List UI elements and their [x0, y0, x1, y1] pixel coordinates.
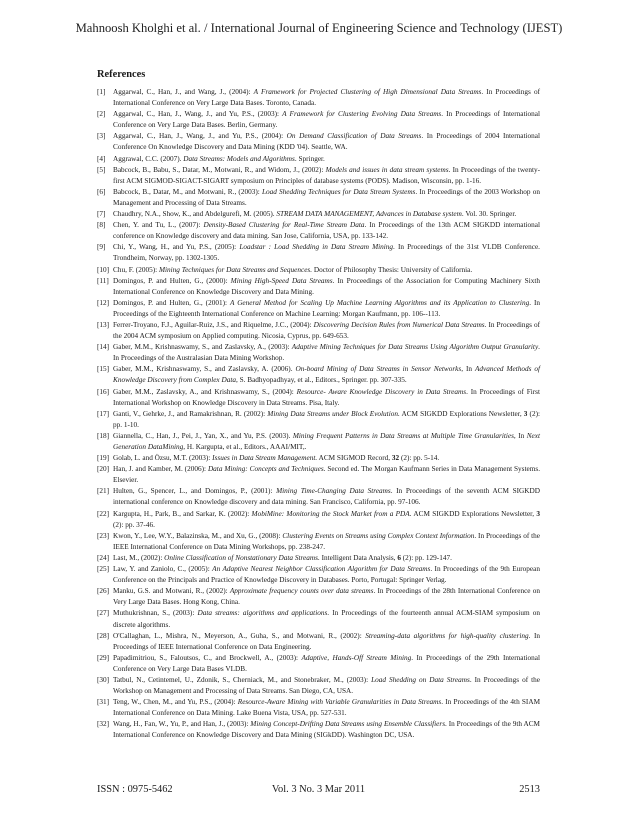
reference-authors: Chaudhry, N.A., Show, K., and Abdelgurefi, M. (2005). [113, 210, 277, 219]
reference-entry [97, 675, 540, 697]
reference-entry [97, 109, 540, 131]
reference-venue: . In Proceedings of the 28th International Conference on Very Large Data Bases. Hong Kong, China. [113, 587, 540, 607]
reference-authors: Tatbul, N., Cetintemel, U., Zdonik, S., Cherniack, M., and Stonebraker, M., (2003): [113, 675, 372, 684]
reference-volume: 6 [397, 553, 401, 562]
reference-title: Discovering Decision Rules from Numerical Data Streams [313, 320, 485, 329]
reference-entry [97, 553, 540, 564]
reference-number: [28] [97, 631, 110, 640]
reference-venue: . In Proceedings of the 13th ACM SIGKDD international conference on Knowledge discovery and data mining. San Jose, California, USA, pp. 133-142. [113, 221, 540, 241]
reference-title: Adaptive, Hands-Off Stream Mining [301, 653, 412, 662]
reference-entry [97, 431, 540, 453]
reference-venue: . In Proceedings of the seventh ACM SIGKDD international conference on Knowledge discovery and data mining. San Francisco, California, pp. 97-106. [113, 487, 540, 507]
section-title: References [97, 69, 146, 80]
reference-authors: Aggarwal, C., Han, J., Wang, J., and Yu, P.S., (2004): [113, 132, 287, 141]
reference-authors: Chen, Y. and Tu, L., (2007): [113, 221, 204, 230]
reference-number: [20] [97, 465, 110, 474]
reference-pages: (2): pp. 1-10. [113, 409, 540, 429]
reference-title: Mining Techniques for Data Streams and Sequences. [158, 265, 313, 274]
reference-title: An Adaptive Nearest Neighbor Classification Algorithm for Data Streams [212, 565, 431, 574]
reference-title: MobiMine: Monitoring the Stock Market from a PDA. [251, 509, 412, 518]
reference-authors: Gaber, M.M., Krishnaswamy, S., and Zaslavsky, A., (2003): [113, 343, 292, 352]
reference-number: [8] [97, 221, 106, 230]
reference-title: Resource- Aware Knowledge Discovery in Data Streams [296, 387, 467, 396]
reference-entry [97, 298, 540, 320]
reference-authors: Ferrer-Troyano, F.J., Aguilar-Ruiz, J.S., and Riquelme, J.C., (2004): [113, 320, 314, 329]
reference-title: Models and issues in data stream systems [325, 165, 449, 174]
reference-entry [97, 409, 540, 431]
reference-authors: Gaber, M.M., Krishnaswamy, S., and Zaslavsky, A. (2006). [113, 365, 296, 374]
reference-authors: Golab, L. and Özsu, M.T. (2003): [113, 454, 213, 463]
reference-entry [97, 653, 540, 675]
reference-pages: , H. Kargupta, et al., Editors., AAAI/MIT,. [183, 443, 307, 451]
reference-entry [97, 564, 540, 586]
reference-number: [23] [97, 531, 110, 540]
reference-number: [19] [97, 454, 110, 463]
reference-venue: Intelligent Data Analysis, [319, 553, 398, 562]
reference-title: On-board Mining of Data Streams in Sensor Networks [295, 365, 462, 374]
reference-authors: Gaber, M.M., Zaslavsky, A., and Krishnaswamy, S., (2004): [113, 387, 297, 396]
reference-entry [97, 220, 540, 242]
reference-title: Streaming-data algorithms for high-quality clustering [365, 631, 529, 640]
reference-authors: Aggrawal, C.C. (2007). [113, 154, 184, 163]
reference-entry [97, 697, 540, 719]
reference-venue: . In Proceedings of the fourteenth annual ACM-SIAM symposium on discrete algorithms. [113, 609, 540, 629]
reference-book-title: Next Generation DataMining [113, 431, 540, 451]
reference-number: [18] [97, 431, 110, 440]
reference-venue: . In Proceedings of International Conference on Very Large Data Bases. Berlin, Germany. [113, 110, 541, 130]
reference-volume: 32 [391, 454, 400, 463]
reference-venue: . In Proceedings of the Workshop on Management and Processing of Data Streams. San Diego, CA, USA. [113, 675, 541, 696]
reference-number: [29] [97, 653, 110, 662]
reference-volume: 3 [523, 409, 528, 418]
reference-number: [24] [97, 553, 110, 562]
reference-entry [97, 87, 540, 109]
reference-authors: Kargupta, H., Park, B., and Sarkar, K. (2002): [113, 509, 252, 518]
reference-number: [21] [97, 487, 110, 496]
reference-title: Mining Data Streams under Block Evolution. [267, 409, 400, 418]
reference-entry [97, 131, 540, 153]
reference-authors: Papadimitriou, S., Faloutsos, C., and Brockwell, A., (2003): [113, 653, 302, 662]
reference-authors: Domingos, P. and Hulten, G., (2000): [113, 276, 231, 285]
reference-venue: . Springer. [294, 154, 325, 163]
reference-pages: , S. Badhyopadhyay, et al., Editors., Springer. pp. 307-335. [235, 376, 407, 385]
reference-entry [97, 608, 540, 630]
reference-entry [97, 719, 540, 741]
reference-number: [6] [97, 187, 106, 196]
reference-entry [97, 387, 540, 409]
reference-authors: O'Callaghan, L., Mishra, N., Meyerson, A., Guha, S., and Motwani, R., (2002): [113, 631, 366, 640]
reference-title: Approximate frequency counts over data streams [229, 587, 374, 596]
reference-number: [27] [97, 609, 110, 618]
reference-number: [4] [97, 154, 106, 163]
page-footer [97, 784, 540, 798]
reference-list [97, 87, 540, 742]
footer-page-number: 2513 [519, 784, 540, 795]
footer-issn: ISSN : 0975-5462 [97, 784, 173, 795]
reference-venue: Doctor of Philosophy Thesis: University of California. [312, 265, 473, 274]
reference-entry [97, 242, 540, 264]
reference-number: [5] [97, 165, 106, 174]
reference-entry [97, 342, 540, 364]
reference-venue: ACM SIGKDD Explorations Newsletter, [411, 509, 537, 518]
reference-title: Data Mining: Concepts and Techniques [207, 465, 324, 474]
reference-entry [97, 531, 540, 553]
reference-title: Resource-Aware Mining with Variable Granularities in Data Streams [237, 698, 442, 707]
reference-venue: . In Proceedings of the 29th International Conference on Very Large Data Bases VLDB. [113, 653, 541, 673]
reference-entry [97, 464, 540, 486]
reference-entry [97, 631, 540, 653]
reference-pages: (2): pp. 37-46. [113, 520, 155, 529]
reference-title: Load Shedding Techniques for Data Stream Systems [261, 187, 416, 196]
reference-authors: Manku, G.S. and Motwani, R., (2002): [113, 587, 230, 596]
reference-entry [97, 586, 540, 608]
reference-number: [17] [97, 409, 110, 418]
reference-title: Clustering Events on Streams using Complex Context Information [282, 531, 475, 540]
reference-venue: . In Proceedings of International Conference on Very Large Data Bases. Toronto, Canada. [113, 88, 540, 108]
reference-title: Mining Concept-Drifting Data Streams using Ensemble Classifiers [250, 720, 446, 729]
reference-venue: . In Proceedings of 2004 International Conference On Knowledge Discovery and Data Mining (KDD '04). Seattle, WA. [113, 132, 540, 152]
reference-title: Mining High-Speed Data Streams [230, 276, 333, 285]
footer-volume: Vol. 3 No. 3 Mar 2011 [271, 784, 366, 795]
reference-venue: ACM SIGKDD Explorations Newsletter, [399, 409, 524, 418]
reference-pages: (2): pp. 129-147. [400, 553, 452, 562]
reference-title: On Demand Classification of Data Streams [286, 132, 422, 141]
reference-authors: Ganti, V., Gehrke, J., and Ramakrishnan, R. (2002): [113, 409, 268, 418]
reference-venue: . In Proceedings of the 9th European Conference on the Principals and Practice of Knowledge Discovery in Databases. Porto, Portugal: Springer Verlag. [113, 565, 540, 585]
reference-venue: . In Proceedings of the IEEE International Conference on Data Mining Workshops, pp. 238-247. [113, 531, 541, 551]
reference-title: Adaptive Mining Techniques for Data Streams Using Algorithm Output Granularity [291, 343, 539, 352]
reference-title: Online Classification of Nonstationary Data Streams. [164, 553, 320, 562]
reference-venue: . In Proceedings of the Australasian Data Mining Workshop. [113, 343, 540, 363]
reference-number: [3] [97, 132, 106, 141]
reference-authors: Kwon, Y., Lee, W.Y., Balazinska, M., and Xu, G., (2008): [113, 531, 283, 540]
reference-title: Mining Time-Changing Data Streams [276, 487, 391, 496]
reference-entry [97, 165, 540, 187]
reference-entry [97, 265, 540, 276]
reference-number: [25] [97, 565, 110, 574]
reference-book-title: Advanced Methods of Knowledge Discovery from Complex Data [113, 365, 540, 385]
reference-title: Issues in Data Stream Management. [212, 454, 318, 463]
reference-title: A Framework for Projected Clustering of High Dimensional Data Streams [253, 88, 482, 96]
reference-venue: . In Proceedings of the 4th SIAM International Conference on Data Mining. Lake Buena Vista, USA, pp. 527-531. [113, 698, 541, 718]
reference-entry [97, 209, 540, 220]
reference-number: [1] [97, 88, 106, 96]
reference-entry [97, 154, 540, 165]
reference-entry [97, 320, 540, 342]
reference-authors: Hulten, G., Spencer, L., and Domingos, P., (2001): [113, 487, 277, 496]
reference-venue: . In Proceedings of First International Workshop on Knowledge Discovery in Data Streams. Pisa, Italy. [113, 387, 541, 407]
reference-number: [11] [97, 276, 109, 285]
reference-venue: . In Proceedings of the 2003 Workshop on Management and Processing of Data Streams. [113, 187, 540, 207]
reference-authors: Law, Y. and Zaniolo, C., (2005): [113, 565, 213, 574]
reference-title: Data Streams: Models and Algorithms [183, 154, 295, 163]
reference-title: Data streams: algorithms and applications [197, 609, 328, 618]
reference-venue: . In Proceedings of the 9th ACM International Conference on Knowledge Discovery and Data Mining (SIGkDD). Washington DC, USA. [113, 720, 540, 740]
reference-number: [26] [97, 587, 110, 596]
reference-venue: . Vol. 30. Springer. [461, 210, 517, 219]
reference-venue: . In Proceedings of the twenty-first ACM SIGMOD-SIGACT-SIGART symposium on Principles of database systems (PODS). Madison, Wisconsin, pp. 1-16. [113, 165, 540, 185]
reference-title: Density-Based Clustering for Real-Time Stream Data [203, 221, 365, 230]
reference-authors: Muthukrishnan, S., (2003): [113, 609, 198, 618]
reference-number: [30] [97, 675, 110, 684]
reference-authors: Domingos, P. and Hulten, G., (2001): [113, 298, 230, 307]
reference-number: [7] [97, 210, 106, 219]
reference-title: Loadstar : Load Shedding in Data Stream Mining [239, 243, 394, 252]
running-header: Mahnoosh Kholghi et al. / International Journal of Engineering Science and Technology (IJEST) [75, 21, 563, 35]
reference-entry [97, 187, 540, 209]
reference-venue: . In Proceedings of the Eighteenth International Conference on Machine Learning: Morgan Kaufmann, pp. 106--113. [113, 298, 540, 318]
reference-venue: . Second ed. The Morgan Kaufmann Series in Data Management Systems. Elsevier. [113, 465, 541, 485]
reference-title: STREAM DATA MANAGEMENT, Advances in Database system [276, 210, 462, 219]
reference-entry [97, 276, 540, 298]
reference-volume: 3 [536, 509, 541, 518]
reference-venue: , In [513, 431, 527, 440]
reference-venue: ACM SIGMOD Record, [317, 454, 392, 463]
reference-authors: Chu, F. (2005): [113, 265, 159, 274]
reference-number: [10] [97, 265, 110, 274]
reference-pages: (2): pp. 5-14. [399, 454, 440, 463]
reference-venue: , In [461, 365, 475, 374]
reference-authors: Wang, H., Fan, W., Yu, P., and Han, J., (2003): [113, 720, 251, 729]
reference-number: [9] [97, 243, 106, 252]
reference-number: [14] [97, 343, 110, 352]
reference-authors: Babcock, B., Babu, S., Datar, M., Motwani, R., and Widom, J., (2002): [113, 165, 326, 174]
reference-title: Load Shedding on Data Streams [371, 675, 470, 684]
reference-entry [97, 453, 540, 464]
reference-entry [97, 509, 540, 531]
reference-title: Mining Frequent Patterns in Data Streams at Multiple Time Granularities [292, 431, 514, 440]
reference-title: A General Method for Scaling Up Machine Learning Algorithms and its Application to Clustering [229, 298, 530, 307]
reference-authors: Giannella, C., Han, J., Pei, J., Yan, X., and Yu, P.S. (2003). [113, 431, 293, 440]
reference-number: [15] [97, 365, 110, 374]
reference-venue: . In Proceedings of IEEE International Conference on Data Engineering. [113, 631, 541, 651]
reference-authors: Han, J. and Kamber, M. (2006): [113, 465, 208, 474]
reference-entry [97, 486, 540, 508]
reference-authors: Aggarwal, C., Han, J., and Wang, J., (2004): [113, 88, 254, 96]
reference-authors: Last, M., (2002): [113, 553, 165, 562]
reference-number: [13] [97, 320, 110, 329]
reference-venue: . In Proceedings of the 2004 ACM symposium on Applied computing. Nicosia, Cyprus, pp. 649-653. [113, 320, 541, 341]
reference-number: [31] [97, 698, 110, 707]
reference-authors: Chi, Y., Wang, H., and Yu, P.S., (2005): [113, 243, 240, 252]
reference-number: [32] [97, 720, 110, 729]
reference-authors: Babcock, B., Datar, M., and Motwani, R., (2003): [113, 187, 262, 196]
reference-venue: . In Proceedings of the 31st VLDB Conference. Trondheim, Norway, pp. 1302-1305. [113, 243, 540, 263]
reference-venue: . In Proceedings of the Association for Computing Machinery Sixth International Conference on Knowledge Discovery and Data Mining. [113, 276, 540, 296]
reference-title: A Framework for Clustering Evolving Data Streams [282, 110, 442, 119]
reference-entry [97, 364, 540, 386]
reference-authors: Teng, W., Chen, M., and Yu, P.S., (2004): [113, 698, 238, 707]
reference-authors: Aggarwal, C., Han, J., Wang, J., and Yu, P.S., (2003): [113, 110, 283, 119]
reference-number: [16] [97, 387, 110, 396]
reference-number: [2] [97, 110, 106, 119]
reference-number: [12] [97, 298, 110, 307]
reference-number: [22] [97, 509, 110, 518]
